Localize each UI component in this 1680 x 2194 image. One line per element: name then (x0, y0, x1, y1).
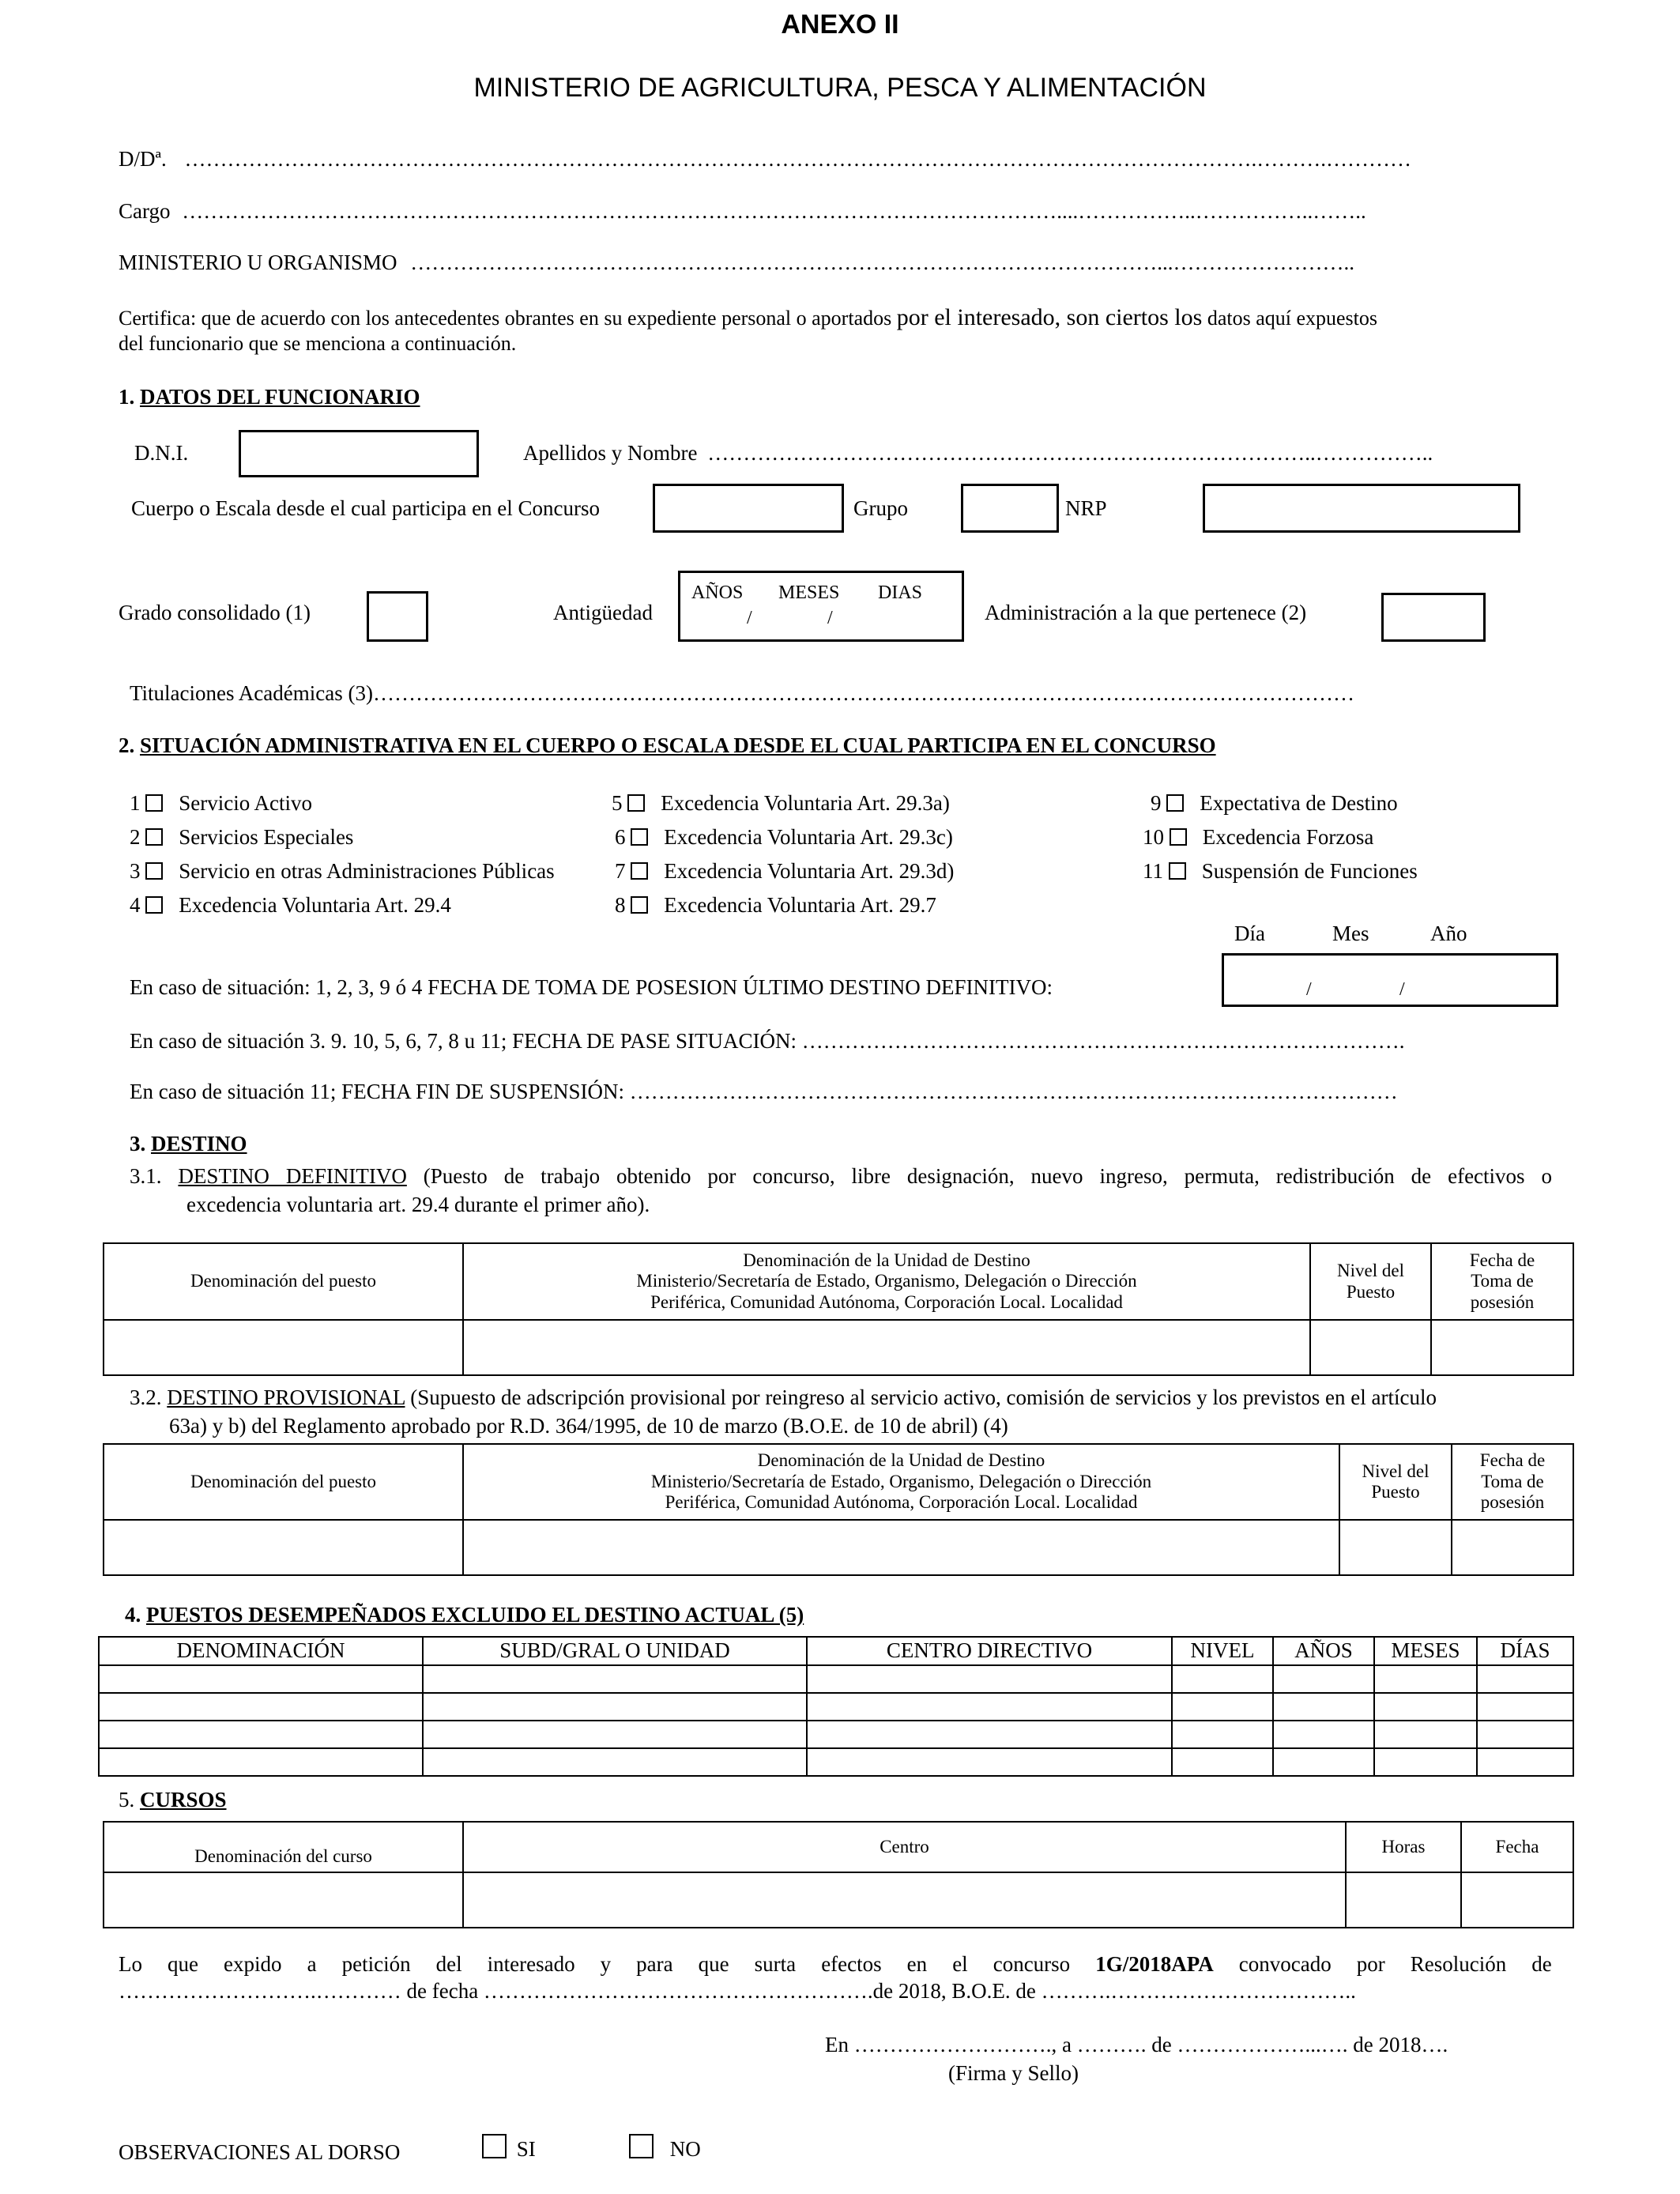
checkbox[interactable] (482, 2134, 507, 2158)
closing-word: para (636, 1952, 673, 1976)
grado-input[interactable] (367, 591, 428, 642)
closing-word: en (906, 1952, 928, 1976)
col-horas: Horas (1346, 1822, 1461, 1872)
section4-number: 4. (125, 1603, 141, 1627)
closing-word: interesado (487, 1952, 575, 1976)
certifica-text-b: por el interesado, son ciertos los (896, 304, 1203, 330)
grado-label: Grado consolidado (1) (119, 601, 311, 624)
section1-title: DATOS DEL FUNCIONARIO (140, 385, 420, 409)
checkbox[interactable] (1166, 794, 1184, 812)
table-cell[interactable] (1374, 1693, 1477, 1721)
closing-word: surta (754, 1952, 797, 1976)
dni-input[interactable] (239, 430, 479, 477)
mes-label: Mes (1332, 922, 1369, 945)
table-cell[interactable] (1452, 1520, 1573, 1575)
option-label: Expectativa de Destino (1200, 791, 1398, 815)
col-centro: Centro (463, 1822, 1346, 1872)
situacion-option-3[interactable] (130, 859, 555, 884)
header-puesto: Denominación del puesto (104, 1444, 463, 1520)
fecha-fin-field[interactable] (130, 1080, 1398, 1104)
option-label: Excedencia Voluntaria Art. 29.3a) (661, 791, 950, 815)
checkbox[interactable] (627, 794, 645, 812)
option-label: Suspensión de Funciones (1201, 859, 1418, 883)
header-fecha-line: Fecha de (1469, 1250, 1535, 1270)
cuerpo-label: Cuerpo o Escala desde el cual participa en el Concurso (131, 496, 601, 520)
cargo-dots: ……………………………………………………………………………………………………………....……………..……………..…….. (182, 199, 1366, 223)
table-cell[interactable] (1431, 1320, 1573, 1375)
no-label: NO (669, 2137, 701, 2161)
checkbox[interactable] (629, 2134, 654, 2158)
col-centro-directivo: CENTRO DIRECTIVO (807, 1637, 1172, 1665)
fecha-pase-dots: …………………………………………………………………………. (801, 1029, 1405, 1053)
table-cell[interactable] (807, 1693, 1172, 1721)
option-label: Servicios Especiales (179, 825, 354, 849)
fecha-fin-label: En caso de situación 11; FECHA FIN DE SUSPENSIÓN: (130, 1080, 624, 1103)
table-cell[interactable] (1477, 1693, 1573, 1721)
header-nivel (1310, 1243, 1431, 1320)
closing-word: Lo (119, 1952, 142, 1976)
section1-heading (119, 385, 420, 409)
observaciones-label: OBSERVACIONES AL DORSO (119, 2140, 401, 2164)
administracion-label: Administración a la que pertenece (2) (985, 601, 1307, 624)
table-cell[interactable] (1273, 1721, 1374, 1748)
col-denominacion: DENOMINACIÓN (99, 1637, 423, 1665)
section2-title: SITUACIÓN ADMINISTRATIVA EN EL CUERPO O ESCALA DESDE EL CUAL PARTICIPA EN EL CONCURSO (140, 733, 1216, 757)
destino-definitivo-line1 (130, 1162, 1552, 1190)
checkbox[interactable] (631, 896, 648, 914)
observaciones-si-option[interactable] (482, 2134, 536, 2162)
closing-word: el (952, 1952, 968, 1976)
table-cell[interactable] (1310, 1320, 1431, 1375)
option-label: Servicio en otras Administraciones Públicas (179, 859, 555, 883)
table-cell[interactable] (1273, 1693, 1374, 1721)
section5-number: 5. (119, 1788, 135, 1811)
destino-provisional-desc: (Supuesto de adscripción provisional por reingreso al servicio activo, comisión de servicios y los previstos en el artículo (410, 1385, 1437, 1409)
section3-heading (130, 1132, 247, 1156)
fecha-toma-input[interactable] (1222, 953, 1558, 1007)
option-number: 9 (1151, 791, 1162, 815)
table-cell[interactable] (463, 1520, 1339, 1575)
fecha-pase-field[interactable] (130, 1029, 1405, 1054)
header-fecha-line: Toma de (1481, 1471, 1544, 1491)
table-cell[interactable] (99, 1665, 423, 1693)
grupo-input[interactable] (961, 484, 1059, 533)
section2-number: 2. (119, 733, 135, 757)
titulaciones-dots: ………………………………………………………………………………………………………………………… (372, 681, 1354, 705)
header-unidad-line: Periférica, Comunidad Autónoma, Corporación Local. Localidad (665, 1492, 1138, 1513)
certifica-line2: del funcionario que se menciona a continuación. (119, 332, 517, 355)
closing-word: concurso (993, 1952, 1071, 1976)
checkbox[interactable] (1169, 862, 1186, 880)
table-cell[interactable] (463, 1872, 1346, 1928)
option-number: 7 (615, 859, 626, 883)
col-subd-gral: SUBD/GRAL O UNIDAD (423, 1637, 807, 1665)
header-unidad (463, 1444, 1339, 1520)
closing-word: que (698, 1952, 729, 1976)
table-row[interactable] (99, 1721, 1573, 1748)
table-row[interactable] (104, 1320, 1573, 1375)
situacion-option-6[interactable] (615, 825, 953, 850)
ministerio-field[interactable] (119, 251, 1354, 275)
table-cell[interactable] (104, 1872, 463, 1928)
table-row[interactable] (99, 1665, 1573, 1693)
table-cell[interactable] (423, 1665, 807, 1693)
closing-word: del (435, 1952, 462, 1976)
destino-definitivo-text (130, 1162, 1552, 1219)
section5-heading (119, 1788, 227, 1812)
table-header-row (104, 1822, 1573, 1872)
destino-provisional-table (103, 1443, 1574, 1576)
header-fecha-line: Toma de (1471, 1271, 1534, 1291)
administracion-input[interactable] (1381, 593, 1486, 642)
header-puesto: Denominación del puesto (104, 1243, 463, 1320)
situacion-option-9[interactable] (1151, 791, 1398, 816)
situacion-option-5[interactable] (612, 791, 950, 816)
table-cell[interactable] (807, 1665, 1172, 1693)
header-unidad-line: Periférica, Comunidad Autónoma, Corporación Local. Localidad (650, 1291, 1123, 1312)
closing-word: expido (224, 1952, 282, 1976)
table-cell[interactable] (99, 1721, 423, 1748)
option-label: Excedencia Voluntaria Art. 29.3d) (664, 859, 955, 883)
header-nivel (1339, 1444, 1452, 1520)
checkbox[interactable] (631, 828, 648, 846)
fecha-pase-label: En caso de situación 3. 9. 10, 5, 6, 7, 8 u 11; FECHA DE PASE SITUACIÓN: (130, 1029, 797, 1053)
header-unidad-line: Ministerio/Secretaría de Estado, Organismo, Delegación o Dirección (636, 1271, 1137, 1291)
ministerio-label: MINISTERIO U ORGANISMO (119, 251, 397, 274)
table-cell[interactable] (99, 1693, 423, 1721)
dd-dots: …………………………………………………………………………………………………………………………………….……….………… (184, 147, 1411, 171)
destino-definitivo-number: 3.1. (130, 1164, 162, 1188)
table-cell[interactable] (1172, 1693, 1273, 1721)
closing-word: a (307, 1952, 317, 1976)
table-cell[interactable] (1172, 1721, 1273, 1748)
ano-label: Año (1430, 922, 1467, 945)
table-cell[interactable] (423, 1748, 807, 1776)
nrp-label: NRP (1065, 496, 1107, 520)
checkbox[interactable] (631, 862, 648, 880)
puestos-table (98, 1636, 1574, 1777)
table-cell[interactable] (104, 1320, 463, 1375)
situacion-option-4[interactable] (130, 893, 451, 918)
ministerio-dots: ……………………………………………………………………………………………...…………………….. (410, 251, 1355, 274)
header-nivel-line: Puesto (1346, 1281, 1396, 1302)
header-fecha (1431, 1243, 1573, 1320)
closing-statement-line1 (119, 1952, 1552, 1977)
table-cell[interactable] (1374, 1721, 1477, 1748)
section5-title: CURSOS (140, 1788, 227, 1811)
table-cell[interactable] (1172, 1748, 1273, 1776)
destino-provisional-line2: 63a) y b) del Reglamento aprobado por R.D. 364/1995, de 10 de marzo (B.O.E. de 10 de abril) (4) (169, 1414, 1008, 1438)
header-fecha-line: posesión (1480, 1492, 1545, 1513)
si-label: SI (516, 2137, 536, 2161)
table-cell[interactable] (463, 1320, 1310, 1375)
table-cell[interactable] (1374, 1748, 1477, 1776)
table-header-row (104, 1444, 1573, 1520)
checkbox[interactable] (145, 896, 163, 914)
table-cell[interactable] (1477, 1748, 1573, 1776)
dni-label: D.N.I. (134, 441, 189, 465)
situacion-option-8[interactable] (615, 893, 936, 918)
checkbox[interactable] (145, 828, 163, 846)
table-cell[interactable] (1273, 1748, 1374, 1776)
closing-word: 1G/2018APA (1095, 1952, 1214, 1976)
col-dias: DÍAS (1477, 1637, 1573, 1665)
section2-heading (119, 733, 1216, 758)
checkbox[interactable] (1170, 828, 1187, 846)
table-header-row (104, 1243, 1573, 1320)
col-meses: MESES (1374, 1637, 1477, 1665)
option-label: Excedencia Voluntaria Art. 29.7 (664, 893, 936, 917)
nrp-input[interactable] (1203, 484, 1520, 533)
destino-definitivo-table (103, 1242, 1574, 1376)
option-number: 8 (615, 893, 626, 917)
section1-number: 1. (119, 385, 135, 409)
table-cell[interactable] (1374, 1665, 1477, 1693)
table-row[interactable] (99, 1693, 1573, 1721)
header-nivel-line: Puesto (1371, 1482, 1420, 1502)
table-cell[interactable] (1477, 1721, 1573, 1748)
table-cell[interactable] (423, 1721, 807, 1748)
checkbox[interactable] (145, 794, 163, 812)
apellidos-field[interactable] (523, 441, 1433, 466)
table-cell[interactable] (807, 1721, 1172, 1748)
table-cell[interactable] (423, 1693, 807, 1721)
option-number: 4 (130, 893, 141, 917)
header-nivel-line: Nivel del (1362, 1461, 1430, 1481)
table-cell[interactable] (1461, 1872, 1573, 1928)
meses-label: MESES (778, 582, 840, 603)
col-nivel: NIVEL (1172, 1637, 1273, 1665)
certifica-line1 (119, 304, 1377, 331)
destino-provisional-text (130, 1383, 1552, 1440)
destino-provisional-number: 3.2. (130, 1385, 162, 1409)
date-separator: / (1306, 979, 1312, 1000)
closing-word: petición (341, 1952, 411, 1976)
section3-number: 3. (130, 1132, 146, 1155)
closing-word: y (600, 1952, 612, 1976)
destino-definitivo-title: DESTINO DEFINITIVO (178, 1164, 407, 1188)
section4-heading (125, 1603, 804, 1627)
option-number: 6 (615, 825, 626, 849)
firma-label: (Firma y Sello) (948, 2061, 1079, 2085)
table-cell[interactable] (1273, 1665, 1374, 1693)
situacion-option-7[interactable] (615, 859, 954, 884)
option-label: Excedencia Forzosa (1202, 825, 1374, 849)
table-row[interactable] (104, 1520, 1573, 1575)
header-fecha (1452, 1444, 1573, 1520)
grupo-label: Grupo (853, 496, 908, 520)
table-cell[interactable] (99, 1748, 423, 1776)
table-cell[interactable] (1172, 1665, 1273, 1693)
closing-word: que (168, 1952, 199, 1976)
closing-word: por (1356, 1952, 1385, 1976)
titulaciones-field[interactable] (130, 681, 1354, 706)
header-unidad-line: Ministerio/Secretaría de Estado, Organismo, Delegación o Dirección (650, 1471, 1152, 1491)
header-unidad-line: Denominación de la Unidad de Destino (757, 1450, 1045, 1471)
antiguedad-box[interactable] (678, 571, 964, 642)
option-number: 11 (1143, 859, 1163, 883)
cursos-table (103, 1821, 1574, 1928)
option-number: 10 (1143, 825, 1164, 849)
observaciones-no-option[interactable] (629, 2134, 701, 2162)
header-fecha-line: Fecha de (1479, 1450, 1546, 1471)
header-unidad (463, 1243, 1310, 1320)
option-number: 2 (130, 825, 141, 849)
document-title: ANEXO II (781, 9, 899, 40)
ministry-title: MINISTERIO DE AGRICULTURA, PESCA Y ALIMENTACIÓN (473, 73, 1207, 103)
header-fecha-line: posesión (1470, 1291, 1535, 1312)
antiguedad-label: Antigüedad (553, 601, 653, 624)
col-denominacion-curso: Denominación del curso (104, 1822, 463, 1872)
option-number: 5 (612, 791, 623, 815)
option-number: 1 (130, 791, 141, 815)
apellidos-label: Apellidos y Nombre (523, 441, 698, 465)
date-separator: / (827, 608, 833, 628)
cargo-label: Cargo (119, 199, 171, 223)
anos-label: AÑOS (691, 582, 744, 603)
date-separator: / (747, 608, 752, 628)
dd-field[interactable] (119, 147, 1411, 172)
header-nivel-line: Nivel del (1337, 1261, 1404, 1281)
closing-word: Resolución (1410, 1952, 1507, 1976)
table-cell[interactable] (1346, 1872, 1461, 1928)
titulaciones-label: Titulaciones Académicas (3) (130, 681, 373, 705)
closing-statement-line2: ……………………….………… de fecha ……………………………………………….de 2018, B.O.E. de ……….…………………………….. (119, 1979, 1356, 2003)
fecha-fin-dots: ……………………………………………………………………………………………… (629, 1080, 1398, 1103)
table-cell[interactable] (1339, 1520, 1452, 1575)
certifica-text-a: Certifica: que de acuerdo con los antecedentes obrantes en su expediente personal o aportados (119, 307, 892, 330)
table-header-row (99, 1637, 1573, 1665)
col-anos: AÑOS (1273, 1637, 1374, 1665)
checkbox[interactable] (145, 862, 163, 880)
table-cell[interactable] (1477, 1665, 1573, 1693)
certifica-text-c: datos aquí expuestos (1207, 307, 1377, 330)
fecha-toma-label: En caso de situación: 1, 2, 3, 9 ó 4 FECHA DE TOMA DE POSESION ÚLTIMO DESTINO DEFINITIVO: (130, 975, 1053, 999)
section4-title: PUESTOS DESEMPEÑADOS EXCLUIDO EL DESTINO ACTUAL (5) (146, 1603, 804, 1627)
closing-word: de (1531, 1952, 1552, 1976)
dias-label: DIAS (878, 582, 923, 603)
table-row[interactable] (104, 1872, 1573, 1928)
option-label: Excedencia Voluntaria Art. 29.3c) (664, 825, 953, 849)
cargo-field[interactable] (119, 199, 1366, 224)
header-unidad-line: Denominación de la Unidad de Destino (743, 1250, 1030, 1270)
table-cell[interactable] (104, 1520, 463, 1575)
apellidos-dots: …………………………………………………………………………..…………….. (707, 441, 1433, 465)
situacion-option-2[interactable] (130, 825, 353, 850)
closing-word: efectos (821, 1952, 882, 1976)
lugar-fecha-line[interactable]: En ………………………., a ………. de ………………...…. de 2018…. (825, 2033, 1448, 2056)
situacion-option-1[interactable] (130, 791, 312, 816)
situacion-option-10[interactable] (1143, 825, 1373, 850)
table-cell[interactable] (807, 1748, 1172, 1776)
section3-title: DESTINO (151, 1132, 247, 1155)
dia-label: Día (1234, 922, 1265, 945)
cuerpo-input[interactable] (653, 484, 844, 533)
col-fecha: Fecha (1461, 1822, 1573, 1872)
option-label: Excedencia Voluntaria Art. 29.4 (179, 893, 451, 917)
option-label: Servicio Activo (179, 791, 312, 815)
destino-definitivo-desc: (Puesto de trabajo obtenido por concurso, libre designación, nuevo ingreso, permuta, redistribución de efectivos o (423, 1164, 1552, 1188)
closing-word: convocado (1238, 1952, 1332, 1976)
table-row[interactable] (99, 1748, 1573, 1776)
destino-provisional-title: DESTINO PROVISIONAL (167, 1385, 405, 1409)
date-separator: / (1399, 979, 1405, 1000)
dd-label: D/Dª. (119, 147, 167, 171)
option-number: 3 (130, 859, 141, 883)
destino-provisional-line1 (130, 1383, 1552, 1412)
situacion-option-11[interactable] (1143, 859, 1418, 884)
destino-definitivo-line2: excedencia voluntaria art. 29.4 durante el primer año). (186, 1193, 650, 1216)
